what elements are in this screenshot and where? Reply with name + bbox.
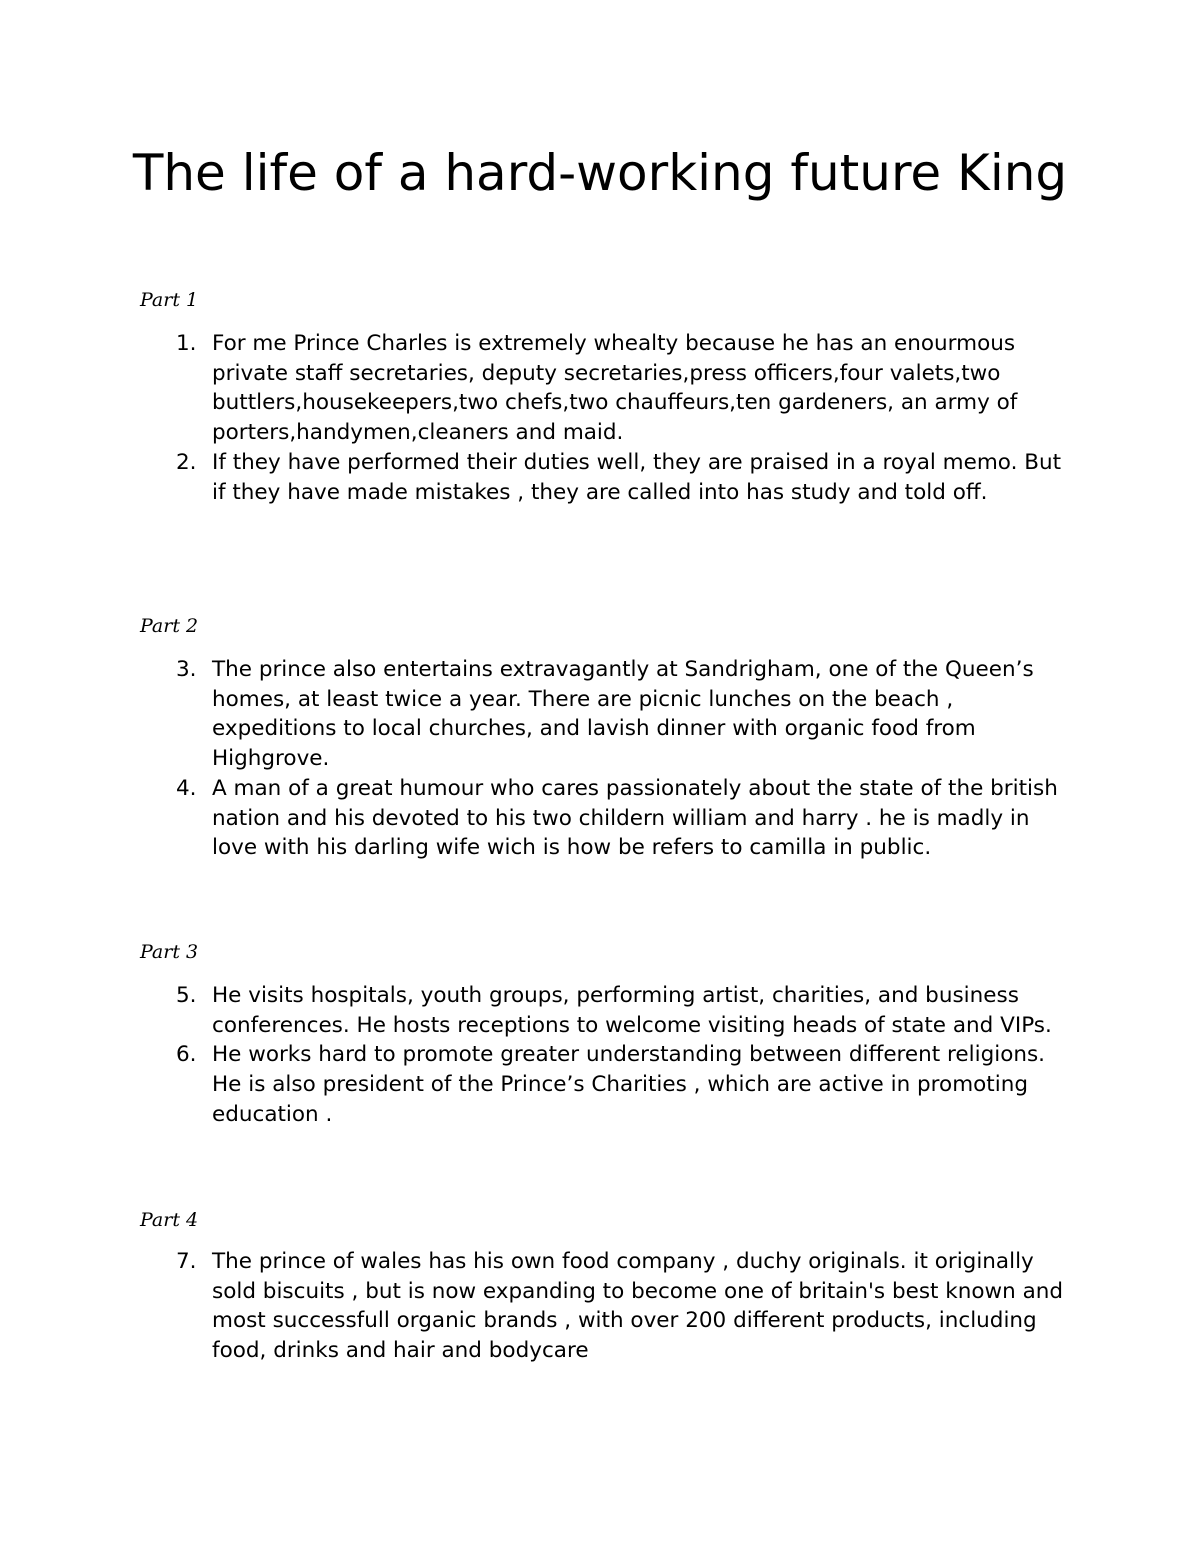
part-4-list [140, 1247, 1080, 1366]
list-item-number: 6. [176, 1042, 197, 1068]
list-item [140, 1247, 1080, 1366]
list-item-text: The prince of wales has his own food company , duchy originals. it originally sold biscuits , but is now expanding to become one of britain's best known and most successfull organic brands , with over 200 different products, including food, drinks and hair and bodycare [212, 1249, 1064, 1364]
list-item-number: 5. [176, 983, 197, 1008]
list-item-text: For me Prince Charles is extremely whealty because he has an enourmous private staff secretaries, deputy secretaries,press officers,four valets,two buttlers,housekeepers,two chefs,two chauffeurs,ten gardeners, an army of porters,handymen,cleaners and maid. [212, 331, 1018, 446]
part-2-heading: Part 2 [140, 615, 199, 637]
list-item-text: If they have performed their duties well, they are praised in a royal memo. But if they have made mistakes , they are called into has study and told off. [212, 449, 1062, 505]
part-3-list [140, 981, 1080, 1130]
part-3-heading: Part 3 [140, 941, 199, 963]
list-item [140, 448, 1080, 507]
part-1-list [140, 329, 1080, 507]
list-item-number: 1. [176, 331, 197, 356]
list-item [140, 329, 1080, 448]
list-item [140, 981, 1080, 1040]
part-1-heading: Part 1 [140, 289, 199, 311]
list-item-number: 7. [176, 1249, 197, 1274]
list-item [140, 655, 1080, 774]
part-4-heading: Part 4 [140, 1209, 199, 1231]
list-item-text: A man of a great humour who cares passionately about the state of the british nation and his devoted to his two childern william and harry . he is madly in love with his darling wife wich is how be refers to camilla in public. [212, 775, 1058, 861]
document-title: The life of a hard-working future King [132, 144, 1068, 202]
list-item [140, 1040, 1080, 1129]
list-item-text: The prince also entertains extravagantly at Sandrigham, one of the Queen’s homes, at least twice a year. There are picnic lunches on the beach , expeditions to local churches, and lavish dinner with organic food from Highgrove. [212, 657, 1034, 772]
part-2-list [140, 655, 1080, 863]
list-item-number: 4. [176, 775, 197, 801]
list-item-number: 3. [176, 657, 197, 682]
list-item-text: He works hard to promote greater understanding between different religions. He is also president of the Prince’s Charities , which are active in promoting education . [212, 1042, 1046, 1127]
list-item-number: 2. [176, 449, 197, 475]
list-item [140, 774, 1080, 863]
list-item-text: He visits hospitals, youth groups, performing artist, charities, and business conferences. He hosts receptions to welcome visiting heads of state and VIPs. [212, 983, 1052, 1038]
